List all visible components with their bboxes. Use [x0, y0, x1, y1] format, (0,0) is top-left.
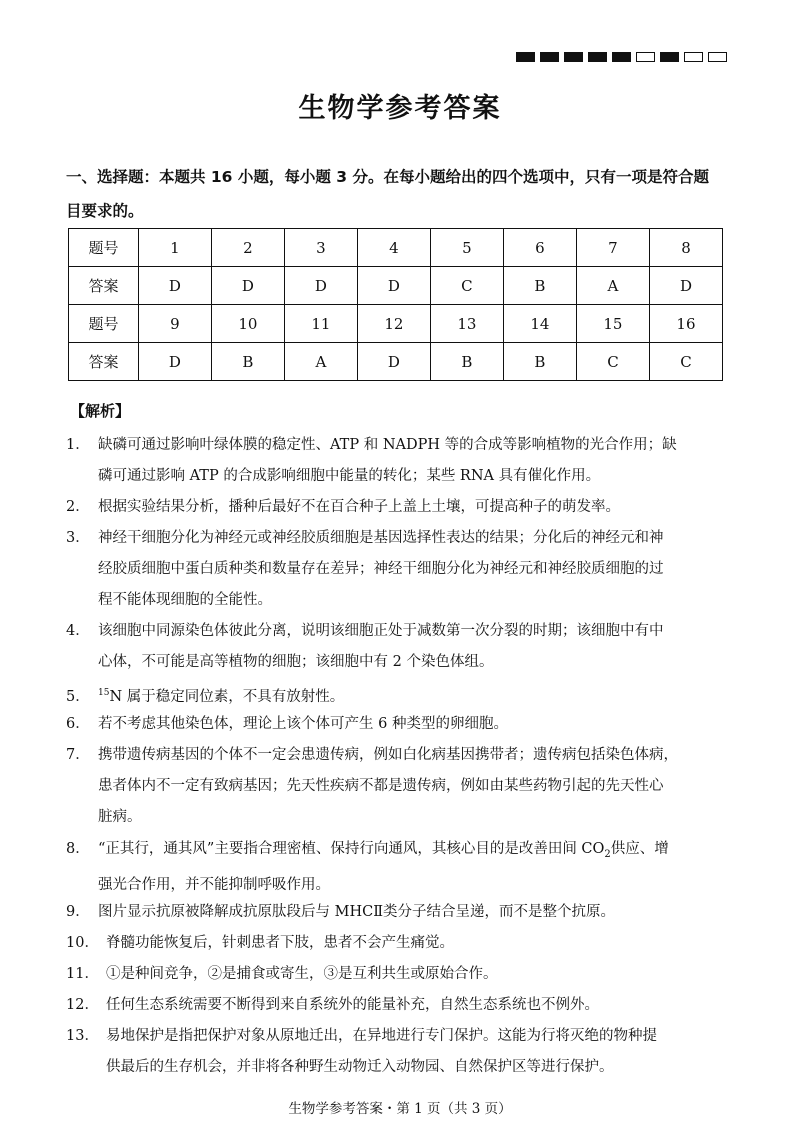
subscript: 2 [604, 848, 611, 860]
item-text: 易地保护是指把保护对象从原地迁出，在异地进行专门保护。这能为行将灭绝的物种提 [106, 1028, 657, 1044]
table-row [69, 305, 723, 343]
marker-block [708, 52, 727, 62]
analysis-item [66, 709, 736, 740]
item-text: 脊髓功能恢复后，针刺患者下肢，患者不会产生痛觉。 [106, 935, 454, 951]
table-cell: 1 [138, 229, 211, 267]
item-text: 程不能体现细胞的全能性。 [98, 592, 272, 608]
table-cell: 2 [211, 229, 284, 267]
analysis-item [66, 834, 736, 901]
page-title: 生物学参考答案 [298, 93, 502, 124]
item-text: 任何生态系统需要不断得到来自系统外的能量补充，自然生态系统也不例外。 [106, 997, 599, 1013]
table-cell: B [503, 343, 576, 381]
analysis-item [66, 897, 736, 928]
table-cell: D [357, 343, 430, 381]
item-text: 患者体内不一定有致病基因；先天性疾病不都是遗传病，例如由某些药物引起的先天性心 [98, 778, 664, 794]
intro-line: 一、选择题：本题共 16 小题，每小题 3 分。在每小题给出的四个选项中，只有一项是符合题 [66, 168, 709, 186]
analysis-heading: 【解析】 [70, 402, 131, 420]
marker-block [564, 52, 583, 62]
table-cell: 12 [357, 305, 430, 343]
table-cell: B [211, 343, 284, 381]
table-cell: D [211, 267, 284, 305]
item-number: 3． [66, 530, 90, 546]
item-number: 1． [66, 437, 90, 453]
table-cell: 9 [138, 305, 211, 343]
item-text: 若不考虑其他染色体，理论上该个体可产生 6 种类型的卵细胞。 [98, 716, 508, 732]
item-number: 4． [66, 623, 90, 639]
intro-line: 目要求的。 [66, 202, 144, 220]
item-text: N 属于稳定同位素，不具有放射性。 [109, 688, 345, 705]
table-cell: 4 [357, 229, 430, 267]
row-label: 答案 [69, 343, 139, 381]
table-cell: 5 [430, 229, 503, 267]
item-text: 供应、增 [610, 841, 669, 857]
item-text: 供最后的生存机会，并非将各种野生动物迁入动物园、自然保护区等进行保护。 [106, 1059, 614, 1075]
item-number: 11． [66, 966, 99, 982]
table-cell: C [649, 343, 722, 381]
item-number: 8． [66, 841, 90, 857]
table-cell: 10 [211, 305, 284, 343]
table-cell: D [284, 267, 357, 305]
item-text: 缺磷可通过影响叶绿体膜的稳定性、ATP 和 NADPH 等的合成等影响植物的光合作用；缺 [98, 437, 677, 453]
item-text: 心体，不可能是高等植物的细胞；该细胞中有 2 个染色体组。 [98, 654, 494, 670]
item-number: 6． [66, 716, 90, 732]
item-number: 12． [66, 997, 99, 1013]
row-label: 答案 [69, 267, 139, 305]
row-label: 题号 [69, 305, 139, 343]
analysis-item [66, 740, 736, 833]
analysis-item [66, 430, 736, 492]
analysis-item [66, 678, 736, 713]
marker-block [516, 52, 535, 62]
marker-block [612, 52, 631, 62]
table-cell: 6 [503, 229, 576, 267]
marker-block [684, 52, 703, 62]
item-number: 9． [66, 904, 90, 920]
analysis-item [66, 616, 736, 678]
item-number: 7． [66, 747, 90, 763]
analysis-item [66, 1021, 736, 1083]
item-text: 图片显示抗原被降解成抗原肽段后与 MHCⅡ类分子结合呈递，而不是整个抗原。 [98, 904, 616, 920]
table-cell: 11 [284, 305, 357, 343]
analysis-item [66, 523, 736, 616]
marker-block [540, 52, 559, 62]
table-cell: B [503, 267, 576, 305]
item-text: 该细胞中同源染色体彼此分离，说明该细胞正处于减数第一次分裂的时期；该细胞中有中 [98, 623, 664, 639]
table-cell: 14 [503, 305, 576, 343]
analysis-item [66, 492, 736, 523]
marker-block [588, 52, 607, 62]
item-text: 磷可通过影响 ATP 的合成影响细胞中能量的转化；某些 RNA 具有催化作用。 [98, 468, 601, 484]
item-text: 神经干细胞分化为神经元或神经胶质细胞是基因选择性表达的结果；分化后的神经元和神 [98, 530, 664, 546]
table-cell: D [649, 267, 722, 305]
item-text: 根据实验结果分析，播种后最好不在百合种子上盖上土壤，可提高种子的萌发率。 [98, 499, 620, 515]
item-text: 经胶质细胞中蛋白质种类和数量存在差异；神经干细胞分化为神经元和神经胶质细胞的过 [98, 561, 664, 577]
item-number: 5． [66, 688, 90, 705]
item-text: 强光合作用，并不能抑制呼吸作用。 [98, 876, 330, 893]
table-cell: C [430, 267, 503, 305]
table-row [69, 267, 723, 305]
analysis-item [66, 959, 736, 990]
analysis-item [66, 928, 736, 959]
table-cell: D [357, 267, 430, 305]
page-footer: 生物学参考答案・第 1 页（共 3 页） [288, 1101, 512, 1117]
row-label: 题号 [69, 229, 139, 267]
table-cell: C [576, 343, 649, 381]
table-cell: B [430, 343, 503, 381]
table-cell: A [284, 343, 357, 381]
table-row [69, 343, 723, 381]
table-cell: A [576, 267, 649, 305]
item-number: 10． [66, 935, 99, 951]
table-cell: D [138, 343, 211, 381]
table-cell: 3 [284, 229, 357, 267]
section-intro [66, 160, 736, 228]
item-number: 13． [66, 1028, 99, 1044]
table-cell: 8 [649, 229, 722, 267]
table-cell: 7 [576, 229, 649, 267]
answer-table [68, 228, 723, 381]
item-text: 脏病。 [98, 809, 142, 825]
table-cell: 13 [430, 305, 503, 343]
page-marker-strip [516, 52, 727, 62]
marker-block [660, 52, 679, 62]
analysis-item [66, 990, 736, 1021]
table-row [69, 229, 723, 267]
item-text: “正其行，通其风”主要指合理密植、保持行向通风，其核心目的是改善田间 CO [98, 841, 605, 857]
item-text: ①是种间竞争，②是捕食或寄生，③是互利共生或原始合作。 [106, 966, 498, 982]
table-cell: D [138, 267, 211, 305]
table-cell: 16 [649, 305, 722, 343]
isotope-superscript: 15 [98, 688, 110, 698]
table-cell: 15 [576, 305, 649, 343]
marker-block [636, 52, 655, 62]
item-number: 2． [66, 499, 90, 515]
item-text: 携带遗传病基因的个体不一定会患遗传病，例如白化病基因携带者；遗传病包括染色体病， [98, 747, 678, 763]
